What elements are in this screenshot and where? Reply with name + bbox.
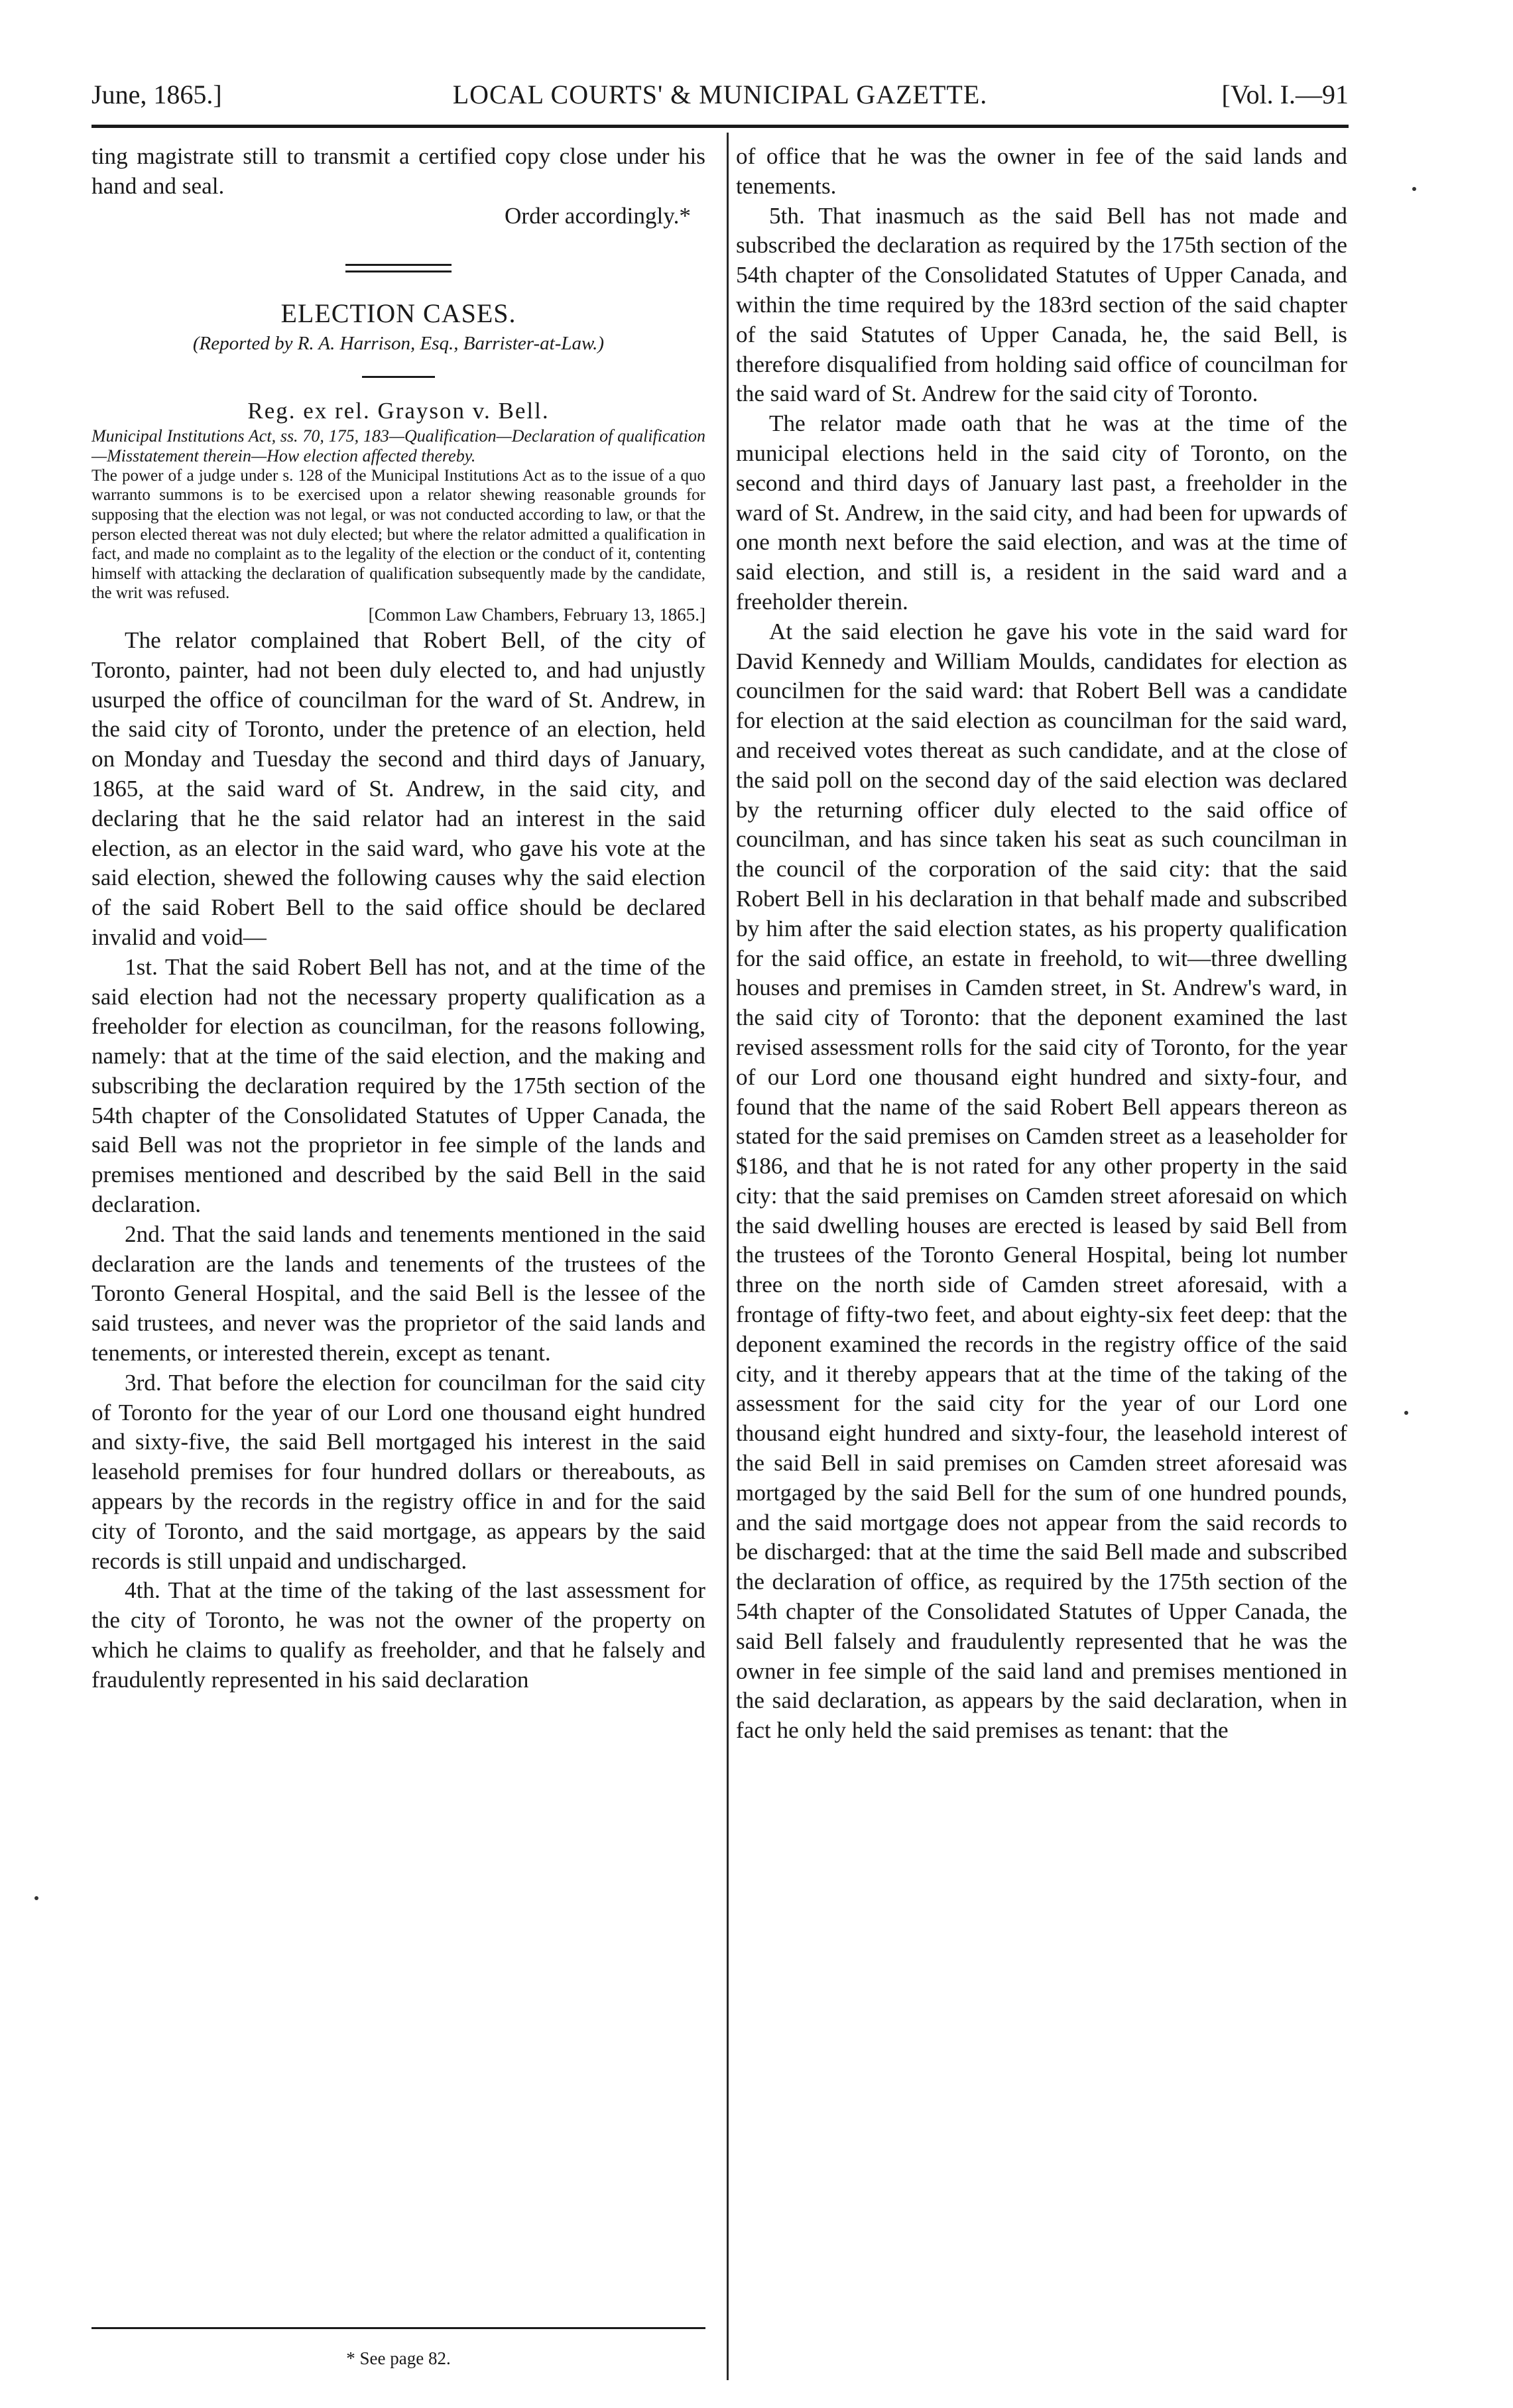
issue-date: June, 1865.] [91,80,222,109]
paragraph: 1st. That the said Robert Bell has not, and at the time of the said election had not the necessary property qualification as a freeholder for election as councilman, for the reasons following, namely: that at the time of the said election, and the making and subscribing the declaration required by the 175th section of the 54th chapter of the Consolidated Statutes of Upper Canada, the said Bell was not the proprietor in fee simple of the lands and premises mentioned and described by the said Bell in the said declaration. [91,953,705,1218]
footnote-rule [91,2327,705,2329]
right-column [736,142,1347,1746]
court-date: [Common Law Chambers, February 13, 1865.] [368,604,705,625]
paragraph: The relator complained that Robert Bell, of the city of Toronto, painter, had not been duly elected to, and had unjustly usurped the office of councilman for the ward of St. Andrew, in the said city of Toronto, under the pretence of an election, held on Monday and Tuesday the second and third days of January, 1865, at the said ward of St. Andrew, in the said city, and declaring that he the said relator had an interest in the said election, as an elector in the said ward, who gave his vote at the said election, shewed the following causes why the said election of the said Robert Bell to the said office should be declared invalid and void— [91,627,705,950]
paragraph: At the said election he gave his vote in the said ward for David Kennedy and William Moulds, candidates for election as councilmen for the said ward: that Robert Bell was a candidate for election at the said election as councilman for the said ward, and received votes thereat as such candidate, and at the close of the said poll on the second day of the said election was declared by the returning officer duly elected to the said office of councilman, and has since taken his seat as such councilman in the council of the corporation of the said city: that the said Robert Bell in his declaration in that behalf made and subscribed by him after the said election states, as his property qualification for the said office, an estate in freehold, to wit—three dwelling houses and premises in Camden street, in St. Andrew's ward, in the said city of Toronto: that the deponent examined the last revised assessment rolls for the said city of Toronto, for the year of our Lord one thousand eight hundred and sixty-four, and found that the name of the said Robert Bell appears thereon as stated for the said premises on Camden street as a leaseholder for $186, and that he is not rated for any other property in the said city: that the said premises on Camden street aforesaid on which the said dwelling houses are erected is leased by said Bell from the trustees of the Toronto General Hospital, being lot number three on the north side of Camden street aforesaid, with a frontage of fifty-two feet, and about eighty-six feet deep: that the deponent examined the records in the registry office of the said city, and it thereby appears that at the time of the taking of the assessment for the said city for the year of our Lord one thousand eight hundred and sixty-four, the leasehold interest of the said Bell in said premises on Camden street aforesaid was mortgaged by the said Bell for the sum of one hundred pounds, and the said mortgage does not appear from the said records to be discharged: that at the time the said Bell made and subscribed the declaration of office, as required by the 175th section of the 54th chapter of the Consolidated Statutes of Upper Canada, the said Bell falsely and fraudulently represented that he was the owner in fee simple of the said land and premises mentioned in the said declaration, as appears by the said declaration, when in fact he only held the said premises as tenant: that the [736,618,1347,1744]
paragraph: The relator made oath that he was at the time of the municipal elections held in the said city of Toronto, on the second and third days of January last past, a freeholder in the ward of St. Andrew, in the said city, and had been for upwards of one month next before the said election, and was at the time of said election, and still is, a resident in the said ward and a freeholder therein. [736,410,1347,615]
left-column [91,142,705,1695]
reporter-line: (Reported by R. A. Harrison, Esq., Barrister-at-Law.) [192,333,605,355]
print-speck [1404,1411,1408,1415]
paragraph: 3rd. That before the election for councilman for the said city of Toronto for the year of our Lord one thousand eight hundred and sixty-five, the said Bell mortgaged his interest in the said leasehold premises for four hundred dollars or thereabouts, as appears by the records in the registry office in and for the said city of Toronto, and the said mortgage, as appears by the said records is still unpaid and undischarged. [91,1369,705,1574]
case-title: Reg. ex rel. Grayson v. Bell. [247,397,550,424]
header-rule [91,125,1349,128]
paragraph: of office that he was the owner in fee of the said lands and tenements. [736,143,1347,199]
headnote-subject: Municipal Institutions Act, ss. 70, 175, 183—Qualification—Declaration of qualification—Misstatement therein—How election affected thereby. [91,426,705,465]
headnote-body: The power of a judge under s. 128 of the Municipal Institutions Act as to the issue of a quo warranto summons is to be exercised upon a relator shewing reasonable grounds for supposing that the election was not legal, or was not conducted according to law, or that the person elected thereat was not duly elected; but where the relator admitted a qualification in fact, and made no complaint as to the legality of the election or the conduct of it, contenting himself with attacking the declaration of qualification subsequently made by the candidate, the writ was refused. [91,466,705,603]
order-line: Order accordingly.* [504,202,691,229]
case-rule [362,376,435,378]
print-speck [34,1896,38,1900]
print-speck [1412,187,1416,191]
paragraph: 2nd. That the said lands and tenements mentioned in the said declaration are the lands and tenements of the trustees of the Toronto General Hospital, and the said Bell is the lessee of the said trustees, and never was the proprietor of the said lands and tenements, or interested therein, except as tenant. [91,1221,705,1366]
paragraph: 5th. That inasmuch as the said Bell has not made and subscribed the declaration as required by the 175th section of the 54th chapter of the Consolidated Statutes of Upper Canada, and within the time required by the 183rd section of the said chapter of the said Statutes of Upper Canada, he, the said Bell, is therefore disqualified from holding said office of councilman for the said ward of St. Andrew for the said city of Toronto. [736,202,1347,407]
column-divider [727,133,729,2380]
publication-title: LOCAL COURTS' & MUNICIPAL GAZETTE. [452,80,988,109]
paragraph: 4th. That at the time of the taking of the last assessment for the city of Toronto, he was not the owner of the property on which he claims to qualify as freeholder, and that he falsely and fraudulently represented in his said declaration [91,1577,705,1693]
footnote: * See page 82. [346,2348,451,2368]
volume-page: [Vol. I.—91 [1221,80,1349,109]
section-rule [345,264,452,272]
continued-text: ting magistrate still to transmit a certified copy close under his hand and seal. [91,143,705,199]
running-head [91,72,1349,118]
section-title: ELECTION CASES. [280,298,516,329]
